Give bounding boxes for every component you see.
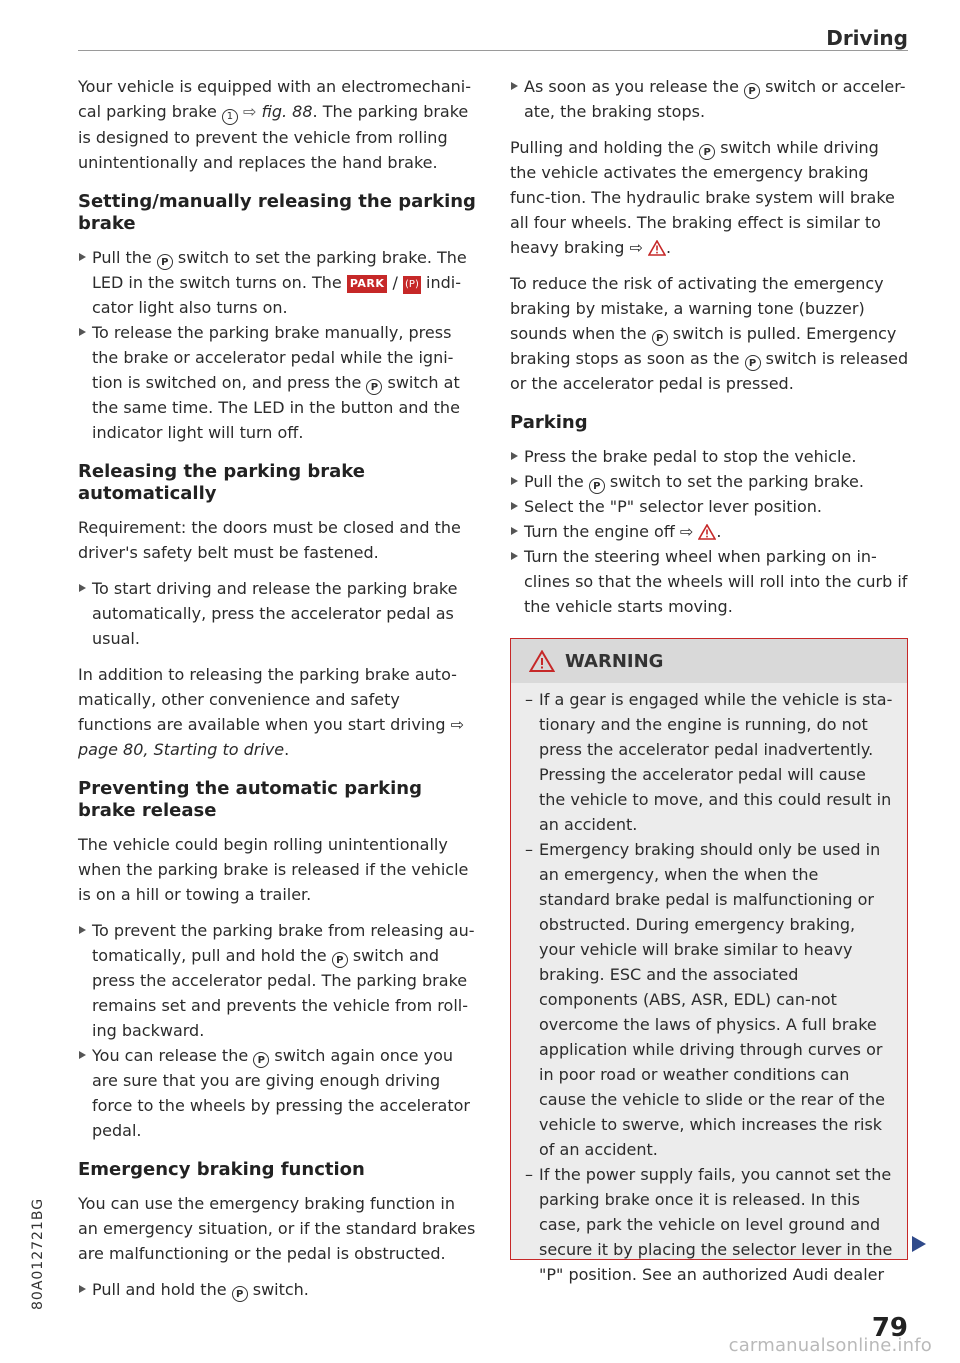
list-item: Turn the engine off ⇨ .	[510, 519, 910, 544]
heading-emergency-braking: Emergency braking function	[78, 1159, 365, 1180]
document-code: 80A012721BG	[30, 1197, 46, 1310]
additional-functions-paragraph: In addition to releasing the parking brake auto-matically, other convenience and safety functions are available when you start driving ⇨ page 80, Starting to drive.	[78, 665, 465, 759]
intro-paragraph: Your vehicle is equipped with an electromechani-cal parking brake 1 ⇨ fig. 88. The parking brake is designed to prevent the vehicle from rolling unintentionally and replaces the hand brake.	[78, 77, 471, 172]
parking-switch-icon: P	[332, 952, 348, 968]
emergency-release-steps	[510, 74, 910, 124]
right-column	[510, 74, 910, 630]
section-title: Driving	[826, 26, 908, 50]
parking-switch-icon: P	[744, 83, 760, 99]
warning-triangle-icon[interactable]	[698, 524, 716, 540]
parking-brake-indicator-icon: (P)	[403, 276, 421, 294]
header-divider	[78, 50, 908, 51]
parking-switch-icon: P	[253, 1052, 269, 1068]
auto-steps	[78, 576, 478, 651]
list-item: Pull the P switch to set the parking brake. The LED in the switch turns on. The PARK / (P) indi-cator light also turns on.	[78, 245, 478, 320]
figure-reference-link[interactable]: fig. 88	[261, 102, 313, 121]
preventing-text: The vehicle could begin rolling unintentionally when the parking brake is released if the vehicle is on a hill or towing a trailer.	[78, 835, 469, 904]
pulling-holding-paragraph: Pulling and holding the P switch while driving the vehicle activates the emergency braking func-tion. The hydraulic brake system will brake all four wheels. The braking effect is similar to heavy braking ⇨ .	[510, 138, 895, 257]
list-item: Press the brake pedal to stop the vehicle.	[510, 444, 910, 469]
warning-triangle-icon[interactable]	[648, 240, 666, 256]
parking-switch-icon: P	[699, 144, 715, 160]
list-item: To release the parking brake manually, press the brake or accelerator pedal while the igni-tion is switched on, and press the P switch at the same time. The LED in the button and the indicator light will turn off.	[78, 320, 478, 445]
warning-box	[510, 638, 908, 1284]
heading-preventing-release: Preventing the automatic parking brake release	[78, 778, 422, 821]
heading-setting-releasing: Setting/manually releasing the parking brake	[78, 191, 476, 234]
list-item: Turn the steering wheel when parking on in-clines so that the wheels will roll into the curb if the vehicle starts moving.	[510, 544, 910, 619]
parking-switch-icon: P	[157, 254, 173, 270]
parking-switch-icon: P	[652, 330, 668, 346]
footer-watermark: carmanualsonline.info	[728, 1335, 932, 1356]
parking-switch-icon: P	[232, 1286, 248, 1302]
list-item: Pull the P switch to set the parking brake.	[510, 469, 910, 494]
parking-steps	[510, 444, 910, 619]
continue-arrow-icon[interactable]	[912, 1236, 926, 1252]
warning-body	[511, 683, 907, 1287]
list-item: As soon as you release the P switch or acceler-ate, the braking stops.	[510, 74, 910, 124]
warning-item: – Emergency braking should only be used in an emergency, when the when the standard brake pedal is malfunctioning or obstructed. During emergency braking, your vehicle will brake similar to heavy braking. ESC and the associated components (ABS, ASR, EDL) can-not overcome the laws of physics. A full brake application while driving through curves or in poor road or weather conditions can cause the vehicle to slide or the rear of the vehicle to swerve, which increases the risk of an accident.	[525, 837, 893, 1162]
warning-item: – If a gear is engaged while the vehicle is sta-tionary and the engine is running, do not press the accelerator pedal inadvertently. Pressing the accelerator pedal will cause the vehicle to move, and this could result in an accident.	[525, 687, 893, 837]
emergency-steps	[78, 1277, 478, 1302]
requirement-text: Requirement: the doors must be closed and the driver's safety belt must be fastened.	[78, 518, 461, 562]
parking-switch-icon: P	[366, 379, 382, 395]
parking-switch-icon: P	[745, 355, 761, 371]
list-item: To start driving and release the parking brake automatically, press the accelerator pedal as usual.	[78, 576, 478, 651]
reduce-risk-paragraph: To reduce the risk of activating the emergency braking by mistake, a warning tone (buzzer) sounds when the P switch is pulled. Emergency braking stops as soon as the P switch is released or the accelerator pedal is pressed.	[510, 274, 909, 393]
list-item: Pull and hold the P switch.	[78, 1277, 478, 1302]
parking-switch-icon: P	[589, 478, 605, 494]
warning-item: – If the power supply fails, you cannot set the parking brake once it is released. In this case, park the vehicle on level ground and secure it by placing the selector lever in the "P" position. See an authorized Audi dealer	[525, 1162, 893, 1287]
park-indicator-icon: PARK	[347, 275, 388, 293]
list-item: You can release the P switch again once you are sure that you are giving enough driving force to the wheels by pressing the accelerator pedal.	[78, 1043, 478, 1143]
callout-1-icon: 1	[222, 109, 238, 125]
page-reference-link[interactable]: page 80, Starting to drive	[78, 740, 285, 759]
list-item: To prevent the parking brake from releasing au-tomatically, pull and hold the P switch and press the accelerator pedal. The parking brake remains set and prevents the vehicle from roll-ing backward.	[78, 918, 478, 1043]
setting-steps	[78, 245, 478, 445]
left-column	[78, 74, 478, 1313]
page-number: 79	[871, 1313, 908, 1343]
list-item: Select the "P" selector lever position.	[510, 494, 910, 519]
warning-title: WARNING	[565, 650, 664, 672]
heading-parking: Parking	[510, 412, 588, 433]
heading-releasing-automatically: Releasing the parking brake automatically	[78, 461, 365, 504]
emergency-text: You can use the emergency braking function in an emergency situation, or if the standard brakes are malfunctioning or the pedal is obstructed.	[78, 1194, 476, 1263]
prevent-steps	[78, 918, 478, 1143]
warning-triangle-icon	[529, 650, 555, 672]
warning-header	[511, 639, 907, 683]
